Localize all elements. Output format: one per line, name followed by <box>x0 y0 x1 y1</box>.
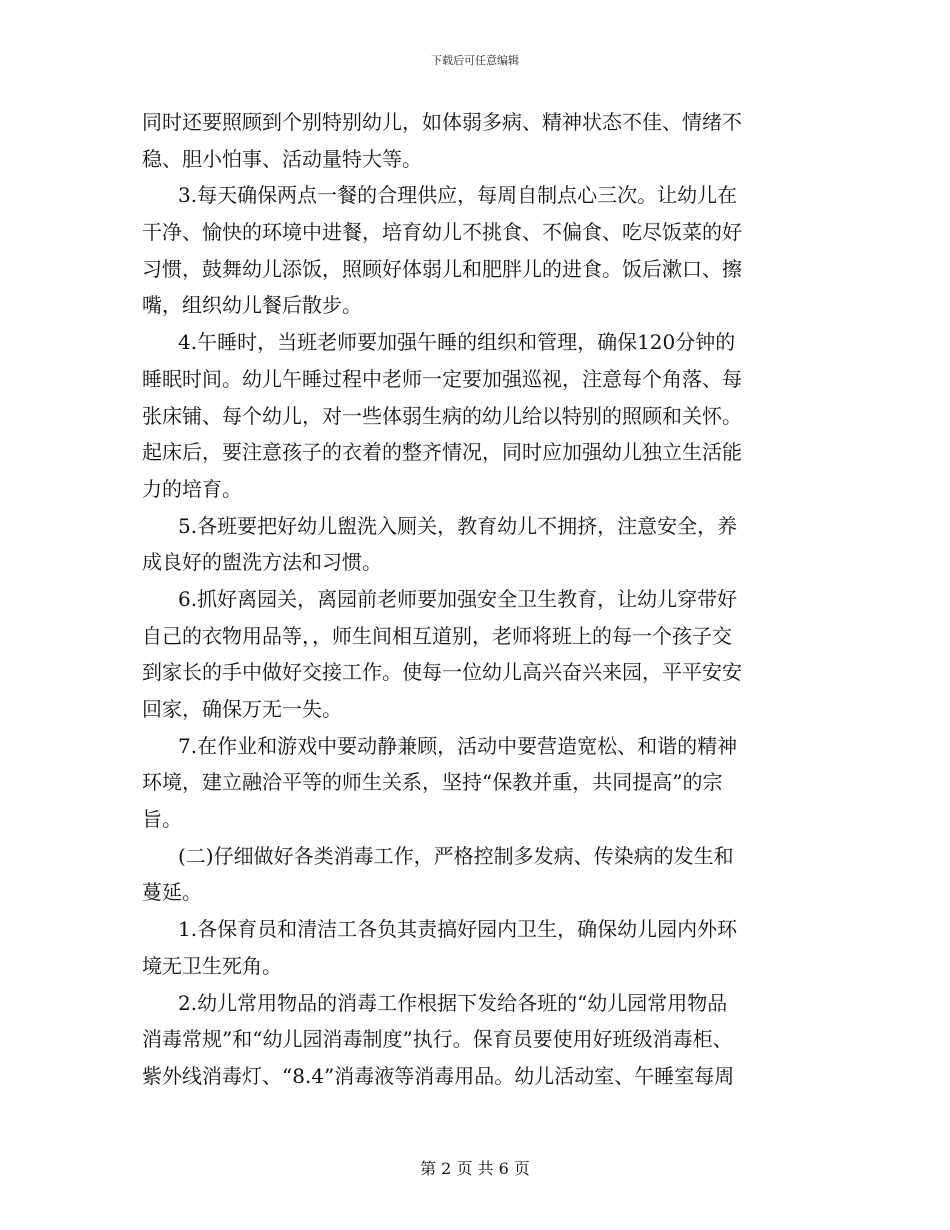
body-line: (二)仔细做好各类消毒工作，严格控制多发病、传染病的发生和 <box>178 843 734 868</box>
body-line: 消毒常规”和“幼儿园消毒制度”执行。保育员要使用好班级消毒柜、 <box>142 1027 733 1052</box>
body-line: 1.各保育员和清洁工各负其责搞好园内卫生，确保幼儿园内外环 <box>178 917 738 942</box>
body-line: 境无卫生死角。 <box>142 953 282 978</box>
body-line: 嘴，组织幼儿餐后散步。 <box>142 293 362 318</box>
body-line: 稳、胆小怕事、活动量特大等。 <box>142 146 422 171</box>
body-line: 习惯，鼓舞幼儿添饭，照顾好体弱儿和肥胖儿的进食。饭后漱口、擦 <box>142 256 742 281</box>
body-line: 到家长的手中做好交接工作。使每一位幼儿高兴奋兴来园，平平安安 <box>142 660 742 685</box>
body-line: 5.各班要把好幼儿盥洗入厕关，教育幼儿不拥挤，注意安全，养 <box>178 513 738 538</box>
body-line: 睡眠时间。幼儿午睡过程中老师一定要加强巡视，注意每个角落、每 <box>142 366 742 391</box>
body-line: 3.每天确保两点一餐的合理供应，每周自制点心三次。让幼儿在 <box>178 183 738 208</box>
body-line: 起床后，要注意孩子的衣着的整齐情况，同时应加强幼儿独立生活能 <box>142 440 742 465</box>
body-line: 6.抓好离园关，离园前老师要加强安全卫生教育，让幼儿穿带好 <box>178 586 738 611</box>
document-body <box>142 104 808 1095</box>
body-line: 成良好的盥洗方法和习惯。 <box>142 550 382 575</box>
body-line: 干净、愉快的环境中进餐，培育幼儿不挑食、不偏食、吃尽饭菜的好 <box>142 220 742 245</box>
body-line: 4.午睡时，当班老师要加强午睡的组织和管理，确保120分钟的 <box>178 330 736 355</box>
page-footer: 第 2 页 共 6 页 <box>420 1159 530 1178</box>
body-line: 旨。 <box>142 807 182 832</box>
body-line: 力的培育。 <box>142 476 242 501</box>
body-line: 2.幼儿常用物品的消毒工作根据下发给各班的“幼儿园常用物品 <box>178 990 728 1015</box>
body-line: 张床铺、每个幼儿，对一些体弱生病的幼儿给以特别的照顾和关怀。 <box>142 403 742 428</box>
body-line: 7.在作业和游戏中要动静兼顾，活动中要营造宽松、和谐的精神 <box>178 733 738 758</box>
page-header: 下载后可任意编辑 <box>431 54 519 67</box>
body-line: 同时还要照顾到个别特别幼儿，如体弱多病、精神状态不佳、情绪不 <box>142 110 742 134</box>
body-line: 紫外线消毒灯、“8.4”消毒液等消毒用品。幼儿活动室、午睡室每周 <box>142 1063 735 1088</box>
body-line: 蔓延。 <box>142 880 202 905</box>
body-line: 回家，确保万无一失。 <box>142 697 342 721</box>
body-line: 环境，建立融洽平等的师生关系，坚持“保教并重，共同提高”的宗 <box>142 770 723 795</box>
body-line: 自己的衣物用品等，，师生间相互道别，老师将班上的每一个孩子交 <box>142 623 732 648</box>
